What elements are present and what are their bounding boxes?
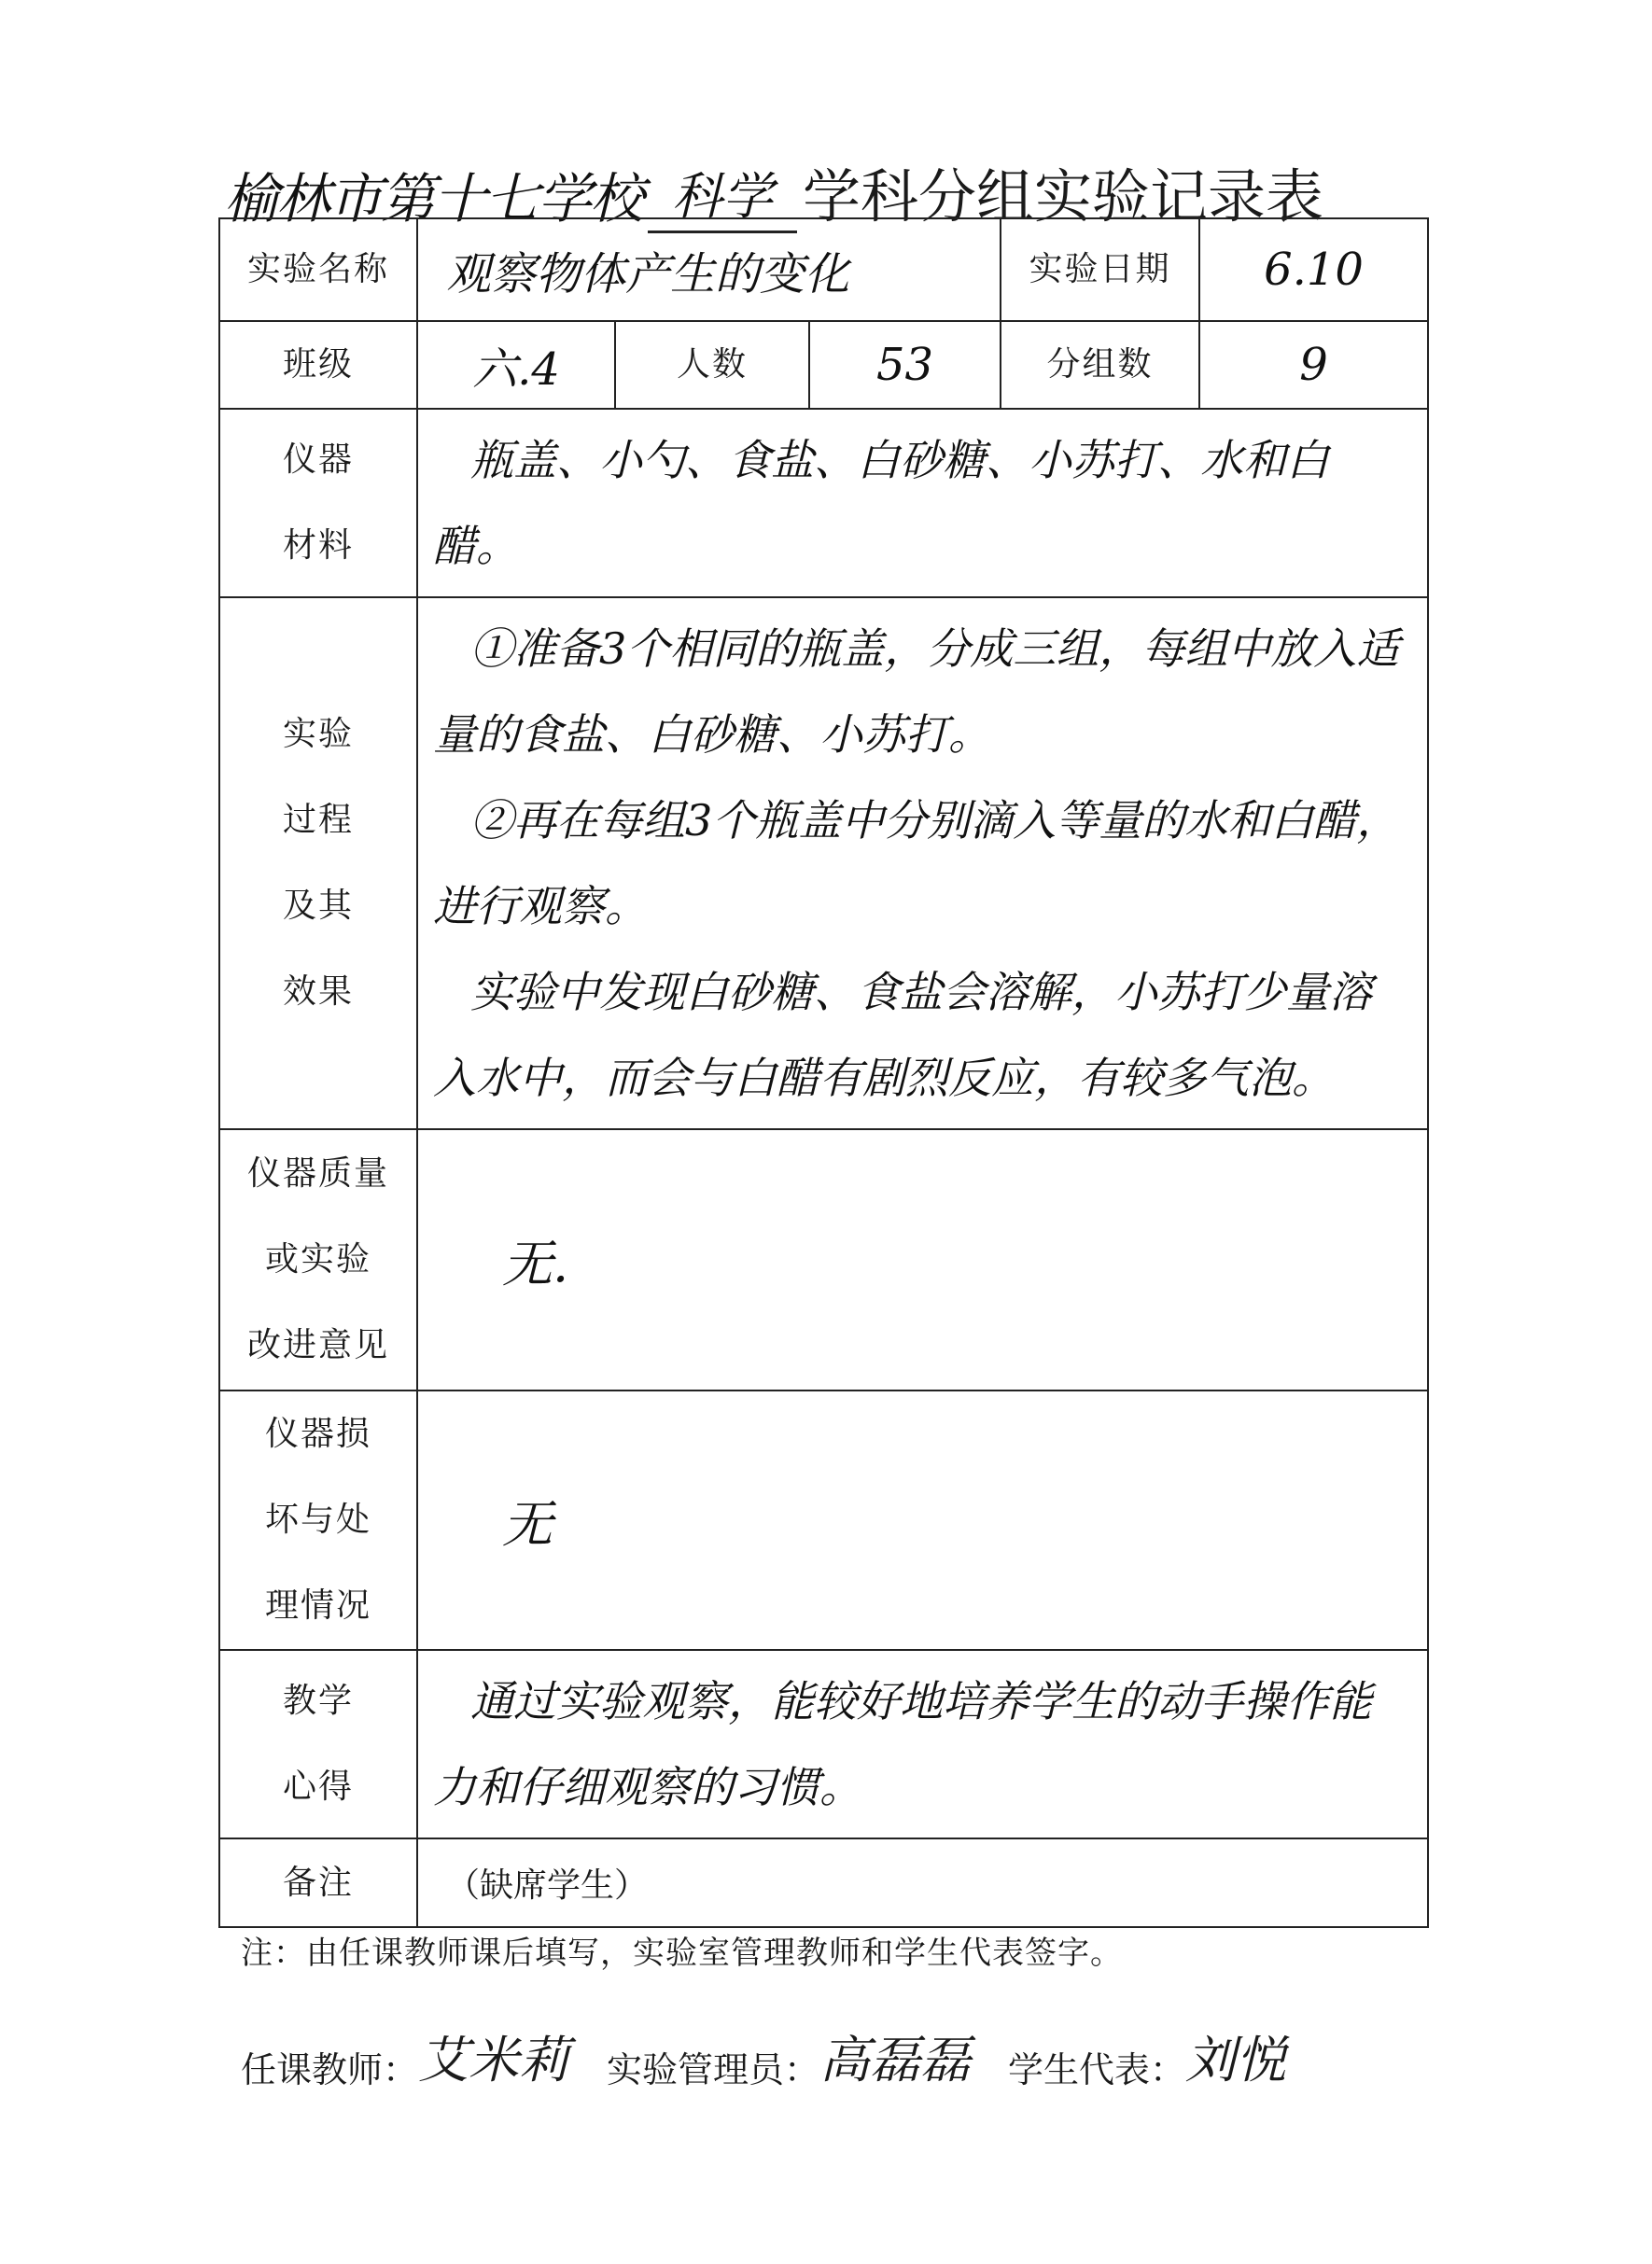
process-result: 实验中发现白砂糖、食盐会溶解，小苏打少量溶入水中，而会与白醋有剧烈反应，有较多气泡。 <box>433 967 1372 1103</box>
label-instruments: 仪器 材料 <box>219 409 417 597</box>
label-count: 人数 <box>615 321 809 409</box>
row-damage <box>219 1391 1428 1650</box>
value-experiment-name: 观察物体产生的变化 <box>417 218 1001 321</box>
row-class-count <box>219 321 1428 409</box>
label-process: 实验 过程 及其 效果 <box>219 597 417 1129</box>
signature-row <box>241 2020 1454 2092</box>
student-label: 学生代表： <box>1008 2049 1186 2090</box>
admin-label: 实验管理员： <box>607 2049 820 2090</box>
row-instruments <box>219 409 1428 597</box>
value-instruments: 瓶盖、小勺、食盐、白砂糖、小苏打、水和白醋。 <box>417 409 1428 597</box>
value-reflection: 通过实验观察，能较好地培养学生的动手操作能力和仔细观察的习惯。 <box>417 1650 1428 1838</box>
row-name-date <box>219 218 1428 321</box>
label-damage: 仪器损 坏与处 理情况 <box>219 1391 417 1650</box>
value-quality: 无. <box>417 1129 1428 1391</box>
process-step-1: ①准备3个相同的瓶盖，分成三组，每组中放入适量的食盐、白砂糖、小苏打。 <box>433 623 1400 760</box>
process-step-2: ②再在每组3个瓶盖中分别滴入等量的水和白醋，进行观察。 <box>433 795 1400 931</box>
label-remarks: 备注 <box>219 1838 417 1927</box>
row-remarks <box>219 1838 1428 1927</box>
record-table <box>218 217 1429 1928</box>
teacher-signature: 艾米莉 <box>418 2031 570 2089</box>
subject-name: 科学 <box>648 157 797 233</box>
label-quality: 仪器质量 或实验 改进意见 <box>219 1129 417 1391</box>
title-suffix: 学科分组实验记录表 <box>803 162 1324 231</box>
student-signature: 刘悦 <box>1185 2031 1287 2089</box>
value-damage: 无 <box>417 1391 1428 1650</box>
school-name: 榆林市第十七学校 <box>224 167 643 231</box>
value-process <box>417 597 1428 1129</box>
row-reflection <box>219 1650 1428 1838</box>
value-class: 六.4 <box>417 321 615 409</box>
admin-signature: 高磊磊 <box>819 2031 972 2089</box>
label-class: 班级 <box>219 321 417 409</box>
value-experiment-date: 6.10 <box>1199 218 1428 321</box>
label-experiment-name: 实验名称 <box>219 218 417 321</box>
value-groups: 9 <box>1199 321 1428 409</box>
label-experiment-date: 实验日期 <box>1001 218 1199 321</box>
value-remarks: （缺席学生） <box>417 1838 1428 1927</box>
row-quality <box>219 1129 1428 1391</box>
label-groups: 分组数 <box>1001 321 1199 409</box>
teacher-label: 任课教师： <box>241 2049 419 2090</box>
value-count: 53 <box>809 321 1001 409</box>
row-process <box>219 597 1428 1129</box>
label-reflection: 教学 心得 <box>219 1650 417 1838</box>
footer-note: 注：由任课教师课后填写，实验室管理教师和学生代表签字。 <box>241 1935 1123 1972</box>
